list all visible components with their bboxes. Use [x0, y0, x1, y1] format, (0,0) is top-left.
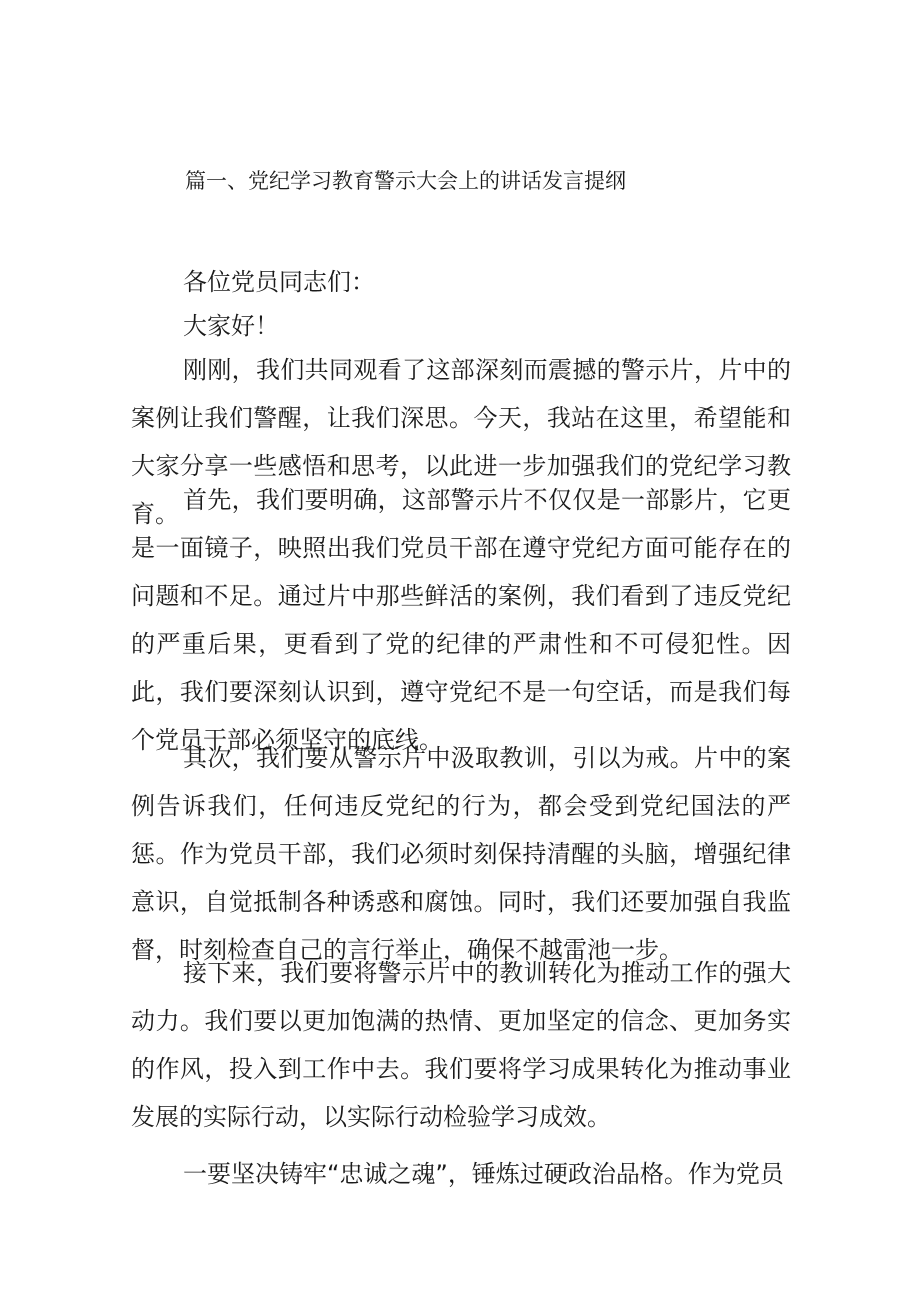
- document-title: 篇一、党纪学习教育警示大会上的讲话发言提纲: [185, 169, 626, 193]
- salutation: 各位党员同志们：: [183, 268, 375, 296]
- paragraph: 刚刚，我们共同观看了这部深刻而震撼的警示片，片中的案例让我们警醒，让我们深思。今天，我站在这里，希望能和大家分享一些感悟和思考，以此进一步加强我们的党纪学习教育。: [131, 356, 791, 528]
- greeting: 大家好！: [183, 312, 279, 340]
- paragraph: 接下来，我们要将警示片中的教训转化为推动工作的强大动力。我们要以更加饱满的热情、更加坚定的信念、更加务实的作风，投入到工作中去。我们要将学习成果转化为推动事业发展的实际行动，以实际行动检验学习成效。: [131, 959, 791, 1131]
- paragraph: 首先，我们要明确，这部警示片不仅仅是一部影片，它更是一面镜子，映照出我们党员干部在遵守党纪方面可能存在的问题和不足。通过片中那些鲜活的案例，我们看到了违反党纪的严重后果，更看到了党的纪律的严肃性和不可侵犯性。因此，我们要深刻认识到，遵守党纪不是一句空话，而是我们每个党员干部必须坚守的底线。: [131, 486, 791, 754]
- paragraph: 其次，我们要从警示片中汲取教训，引以为戒。片中的案例告诉我们，任何违反党纪的行为，都会受到党纪国法的严惩。作为党员干部，我们必须时刻保持清醒的头脑，增强纪律意识，自觉抵制各种诱惑和腐蚀。同时，我们还要加强自我监督，时刻检查自己的言行举止，确保不越雷池一步。: [131, 744, 791, 964]
- paragraph: 一要坚决铸牢“忠诚之魂”，锤炼过硬政治品格。作为党员: [183, 1160, 784, 1188]
